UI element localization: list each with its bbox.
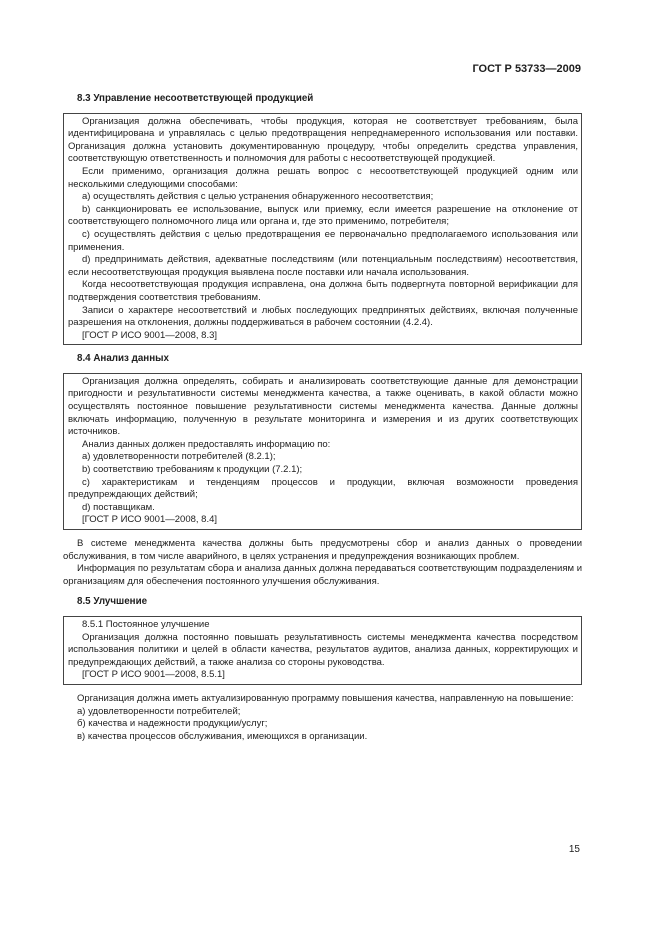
list-item: в) качества процессов обслуживания, имеющихся в организации. xyxy=(77,730,368,742)
section-heading-8-5: 8.5 Улучшение xyxy=(77,596,148,608)
paragraph: Информация по результатам сбора и анализа данных должна передаваться соответствующим подразделениям и организациям для обеспечения постоянного улучшения обслуживания. xyxy=(63,563,582,587)
section-8-5-text xyxy=(63,693,582,743)
list-item: c) характеристикам и тенденциям процессов и продукции, включая возможности проведения предупреждающих действий; xyxy=(68,476,578,501)
standard-header: ГОСТ Р 53733—2009 xyxy=(472,63,581,75)
paragraph: Когда несоответствующая продукция исправлена, она должна быть подвергнута повторной верификации для подтверждения соответствия требованиям. xyxy=(68,279,578,303)
list-item: b) санкционировать ее использование, выпуск или приемку, если имеется разрешение на отклонение от соответствующего полномочного лица или органа и, где это применимо, потребителя; xyxy=(68,203,578,228)
paragraph: Анализ данных должен предоставлять информацию по: xyxy=(82,438,331,450)
list-item: a) осуществлять действия с целью устранения обнаруженного несоответствия; xyxy=(82,191,434,203)
list-item: а) удовлетворенности потребителей; xyxy=(77,705,241,717)
reference: [ГОСТ Р ИСО 9001—2008, 8.4] xyxy=(82,514,218,526)
paragraph: Организация должна обеспечивать, чтобы продукция, которая не соответствует требованиям, была идентифицирована и управлялась с целью предотвращения непреднамеренного использования или поставки. Организация должна установить документированную процедуру, чтобы определить средства управления, соответствующую ответственность и полномочия для работы с несоответствующей продукцией. xyxy=(68,115,578,165)
list-item: б) качества и надежности продукции/услуг; xyxy=(77,718,268,730)
section-8-4-text xyxy=(63,538,582,588)
quote-box-8-3 xyxy=(63,113,582,346)
paragraph: Если применимо, организация должна решать вопрос с несоответствующей продукцией одним или несколькими следующими способами: xyxy=(68,165,578,190)
paragraph: Организация должна определять, собирать и анализировать соответствующие данные для демонстрации пригодности и результативности системы менеджмента качества, а также оценивать, в какой области можно осуществлять постоянное повышение результативности системы менеджмента качества. Данные должны включать информацию, полученную в результате мониторинга и измерения и из других соответствующих источников. xyxy=(68,375,578,438)
reference: [ГОСТ Р ИСО 9001—2008, 8.5.1] xyxy=(82,669,225,681)
list-item: d) поставщикам. xyxy=(82,501,155,513)
quote-box-8-4 xyxy=(63,373,582,530)
page-content xyxy=(63,93,582,743)
paragraph: В системе менеджмента качества должны быть предусмотрены сбор и анализ данных о проведении обслуживания, в том числе аварийного, в целях устранения и предупреждения возникающих проблем. xyxy=(63,538,582,562)
paragraph: Организация должна иметь актуализированную программу повышения качества, направленную на повышение: xyxy=(77,692,574,704)
quote-box-8-5 xyxy=(63,616,582,685)
section-heading-8-4: 8.4 Анализ данных xyxy=(77,353,169,365)
reference: [ГОСТ Р ИСО 9001—2008, 8.3] xyxy=(82,329,218,341)
page-number: 15 xyxy=(568,844,580,855)
paragraph: Записи о характере несоответствий и любых последующих предпринятых действиях, включая полученные разрешения на отклонения, должны поддерживаться в рабочем состоянии (4.2.4). xyxy=(68,304,578,329)
list-item: c) осуществлять действия с целью предотвращения ее первоначально предполагаемого использования или применения. xyxy=(68,228,578,253)
list-item: a) удовлетворенности потребителей (8.2.1); xyxy=(82,451,276,463)
subsection-title: 8.5.1 Постоянное улучшение xyxy=(82,618,210,630)
section-heading-8-3: 8.3 Управление несоответствующей продукцией xyxy=(77,93,314,104)
list-item: d) предпринимать действия, адекватные последствиям (или потенциальным последствиям) несоответствия, если несоответствующая продукция выявлена после поставки или начала использования. xyxy=(68,254,578,278)
paragraph: Организация должна постоянно повышать результативность системы менеджмента качества посредством использования политики и целей в области качества, результатов аудитов, анализа данных, корректирующих и предупреждающих действий, а также анализа со стороны руководства. xyxy=(68,631,578,668)
list-item: b) соответствию требованиям к продукции (7.2.1); xyxy=(82,464,303,476)
